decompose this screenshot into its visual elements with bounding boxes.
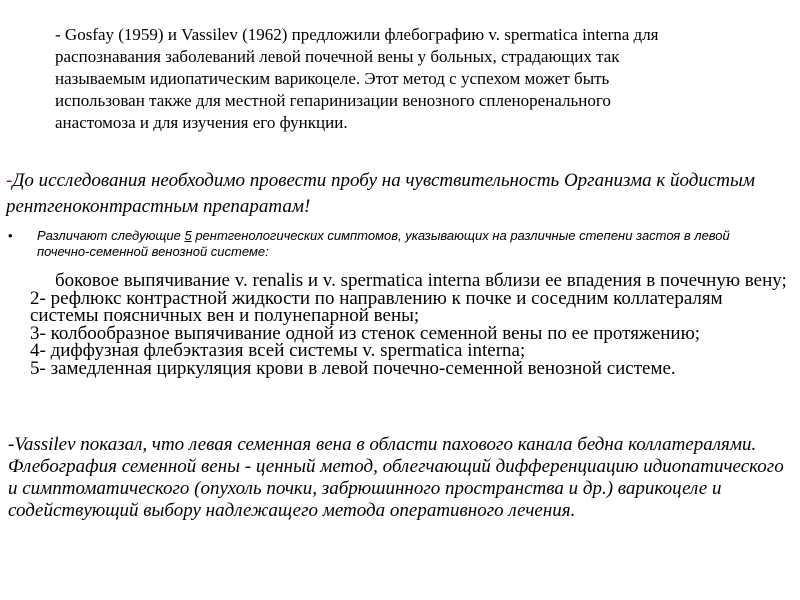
warning-text: До исследования необходимо провести пробу на чувствительность Организма к йодистым рентгеноконтрастным препаратам!	[6, 170, 755, 217]
symptom-count: 5	[184, 228, 192, 243]
symptom-item: 3- колбообразное выпячивание одной из стенок семенной вены по ее протяжению;	[30, 322, 701, 344]
bullet-marker: •	[8, 228, 13, 243]
warning-dash: -	[6, 170, 13, 191]
conclusion-text: -Vassilev показал, что левая семенная вена в области пахового канала бедна коллатералями. Флебография семенной вены - ценный метод, облегчающий дифференциацию идиопатического и симптоматического (опухоль почки, забрюшинного пространства и др.) варикоцеле и содействующий выбору надлежащего метода оперативного лечения.	[8, 434, 784, 521]
symptom-item: 2- рефлюкс контрастной жидкости по направлению к почке и соседним коллатералям системы поясничных вен и полунепарной вены;	[30, 287, 723, 326]
warning-paragraph	[6, 168, 796, 220]
symptom-item: 5- замедленная циркуляция крови в левой почечно-семенной венозной системе.	[30, 357, 676, 379]
bullet-text-after: рентгенологических симптомов, указывающих на различные степени застоя в левой почечно-семенной венозной системе:	[37, 228, 730, 259]
bullet-text	[37, 228, 777, 260]
conclusion-paragraph	[8, 434, 788, 522]
intro-paragraph	[55, 24, 695, 134]
symptom-item: 4- диффузная флебэктазия всей системы v. spermatica interna;	[30, 340, 526, 361]
symptom-item: боковое выпячивание v. renalis и v. spermatica interna вблизи ее впадения в почечную вену;	[55, 270, 787, 291]
intro-text: - Gosfay (1959) и Vassilev (1962) предложили флебографию v. spermatica interna для распознавания заболеваний левой почечной вены у больных, страдающих так называемым идиопатическим варикоцеле. Этот метод с успехом может быть использован также для местной гепаринизации венозного спленоренального анастомоза и для изучения его функции.	[55, 25, 659, 132]
bullet-text-before: Различают следующие	[37, 228, 185, 243]
symptom-list	[30, 272, 792, 377]
